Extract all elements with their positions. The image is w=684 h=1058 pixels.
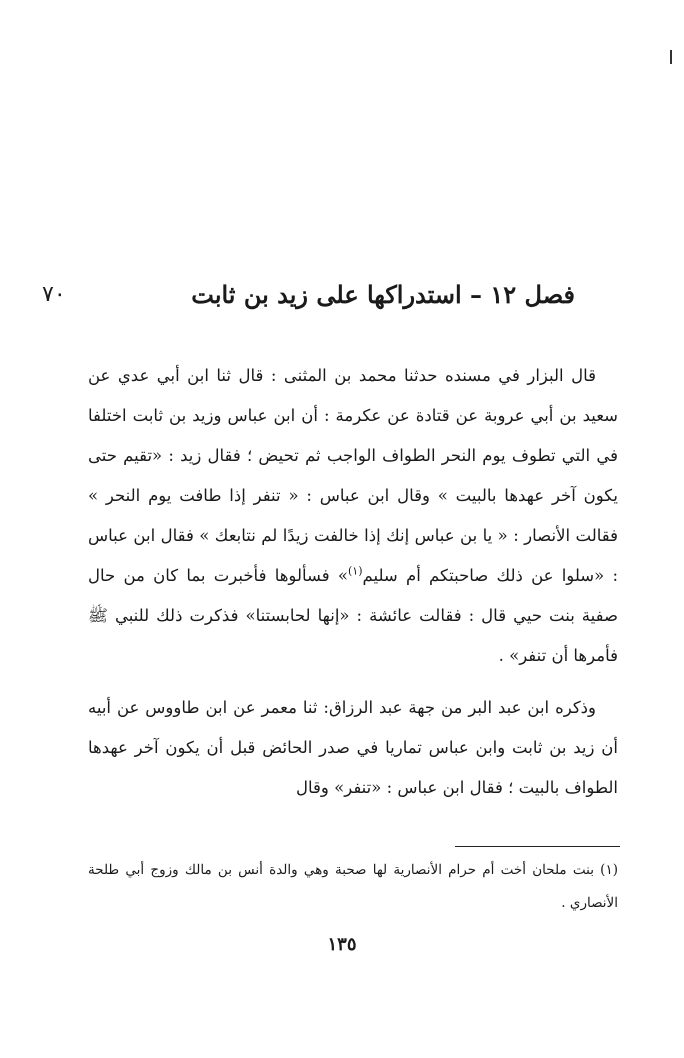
footnote-reference: (١) (347, 564, 363, 578)
footnote-1: (١) بنت ملحان أخت أم حرام الأنصارية لها صحبة وهي والدة أنس بن مالك وزوج أبي طلحة الأنصاري . (88, 862, 618, 911)
footnotes (88, 854, 618, 920)
paragraph-1 (88, 356, 618, 676)
paragraph-2: وذكره ابن عبد البر من جهة عبد الرزاق: ثنا معمر عن ابن طاووس عن أبيه أن زيد بن ثابت وابن عباس تماريا في صدر الحائض قبل أن يكون آخر عهدها الطواف بالبيت ؛ فقال ابن عباس : «تنفر» وقال (88, 698, 618, 797)
edge-mark (670, 50, 672, 64)
footnote-divider (455, 846, 620, 847)
chapter-title: فصل ١٢ – استدراكها على زيد بن ثابت (191, 280, 575, 309)
body-text (88, 356, 618, 808)
paragraph-1-part-a: قال البزار في مسنده حدثنا محمد بن المثنى : قال ثنا ابن أبي عدي عن سعيد بن أبي عروبة عن قتادة عن عكرمة : أن ابن عباس وزيد بن ثابت اختلفا في التي تطوف يوم النحر الطواف الواجب ثم تحيض ؛ فقال زيد : «تقيم حتى يكون آخر عهدها بالبيت » وقال ابن عباس : « تنفر إذا طافت يوم النحر » فقالت الأنصار : « يا بن عباس إنك إذا خالفت زيدًا لم نتابعك » فقال ابن عباس : «سلوا عن ذلك صاحبتكم أم سليم (88, 366, 619, 585)
page-number: ١٣٥ (327, 934, 357, 955)
paragraph-1-part-b: » فسألوها فأخبرت بما كان من حال صفية بنت حيي قال : فقالت عائشة : «إنها لحابستنا» فذكرت ذلك للنبي ﷺ فأمرها أن تنفر» . (88, 566, 618, 665)
section-number: ٧٠ (42, 282, 66, 307)
page-header (30, 280, 650, 320)
